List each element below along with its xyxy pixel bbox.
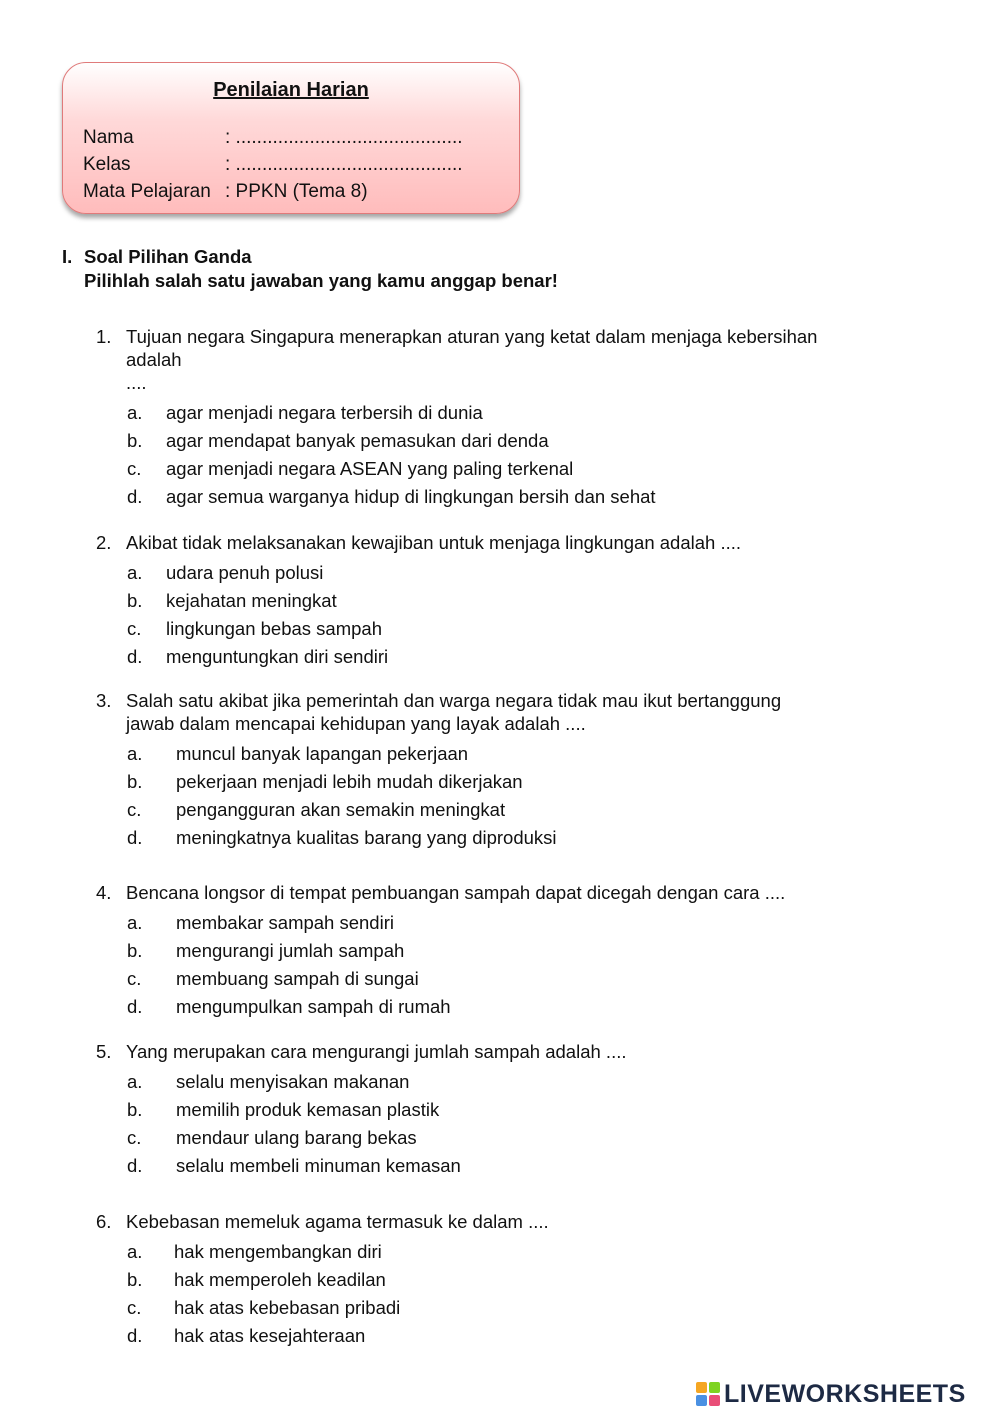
option-letter: a. xyxy=(127,402,143,423)
section-title: Soal Pilihan Ganda xyxy=(84,246,252,267)
options-list xyxy=(127,740,896,852)
option-c[interactable] xyxy=(127,796,896,824)
option-a[interactable] xyxy=(127,559,896,587)
option-text: selalu menyisakan makanan xyxy=(176,1071,410,1092)
options-list xyxy=(127,399,896,511)
option-b[interactable] xyxy=(127,1266,896,1294)
option-b[interactable] xyxy=(127,587,896,615)
option-d[interactable] xyxy=(127,1152,896,1180)
options-list xyxy=(127,1068,896,1180)
option-a[interactable] xyxy=(127,399,896,427)
header-box xyxy=(62,62,520,214)
option-text: agar semua warganya hidup di lingkungan bersih dan sehat xyxy=(166,486,656,507)
option-letter: b. xyxy=(127,430,143,451)
option-text: mengumpulkan sampah di rumah xyxy=(176,996,451,1017)
option-letter: d. xyxy=(127,486,143,507)
options-list xyxy=(127,559,896,671)
option-letter: a. xyxy=(127,743,143,764)
option-a[interactable] xyxy=(127,1068,896,1096)
option-text: pengangguran akan semakin meningkat xyxy=(176,799,506,820)
option-text: udara penuh polusi xyxy=(166,562,324,583)
option-text: hak mengembangkan diri xyxy=(174,1241,382,1262)
liveworksheets-logo-icon xyxy=(696,1382,720,1406)
name-label: Nama xyxy=(83,127,134,148)
class-field[interactable] xyxy=(83,154,463,176)
option-d[interactable] xyxy=(127,993,896,1021)
subject-label: Mata Pelajaran xyxy=(83,181,211,202)
worksheet-title: Penilaian Harian xyxy=(213,79,369,101)
option-text: agar menjadi negara ASEAN yang paling terkenal xyxy=(166,458,574,479)
question-text: Akibat tidak melaksanakan kewajiban untuk menjaga lingkungan adalah .... xyxy=(126,532,742,553)
option-c[interactable] xyxy=(127,455,896,483)
question-2 xyxy=(96,531,896,671)
option-text: kejahatan meningkat xyxy=(166,590,337,611)
question-number: 5. xyxy=(96,1041,112,1062)
question-text: Yang merupakan cara mengurangi jumlah sampah adalah .... xyxy=(126,1041,627,1062)
option-letter: c. xyxy=(127,1127,142,1148)
option-text: meningkatnya kualitas barang yang diproduksi xyxy=(176,827,557,848)
question-number: 4. xyxy=(96,882,112,903)
option-letter: c. xyxy=(127,799,142,820)
section-heading xyxy=(62,246,252,268)
option-text: agar menjadi negara terbersih di dunia xyxy=(166,402,483,423)
question-number: 3. xyxy=(96,690,112,711)
question-4 xyxy=(96,881,896,1021)
option-text: pekerjaan menjadi lebih mudah dikerjakan xyxy=(176,771,523,792)
question-number: 2. xyxy=(96,532,112,553)
option-a[interactable] xyxy=(127,909,896,937)
option-letter: a. xyxy=(127,1071,143,1092)
question-3 xyxy=(96,689,896,852)
option-b[interactable] xyxy=(127,768,896,796)
question-number: 1. xyxy=(96,326,112,347)
option-letter: b. xyxy=(127,940,143,961)
option-c[interactable] xyxy=(127,1294,896,1322)
option-letter: c. xyxy=(127,1297,142,1318)
class-value[interactable]: : ........................................... xyxy=(225,154,463,175)
liveworksheets-brand[interactable] xyxy=(696,1378,966,1410)
option-text: hak memperoleh keadilan xyxy=(174,1269,386,1290)
option-d[interactable] xyxy=(127,483,896,511)
option-text: mengurangi jumlah sampah xyxy=(176,940,405,961)
options-list xyxy=(127,909,896,1021)
option-text: membakar sampah sendiri xyxy=(176,912,394,933)
subject-value: : PPKN (Tema 8) xyxy=(225,181,368,202)
subject-field xyxy=(83,181,368,203)
option-b[interactable] xyxy=(127,937,896,965)
options-list xyxy=(127,1238,896,1350)
option-text: agar mendapat banyak pemasukan dari denda xyxy=(166,430,549,451)
option-letter: c. xyxy=(127,618,142,639)
option-letter: d. xyxy=(127,827,143,848)
brand-text: LIVEWORKSHEETS xyxy=(724,1379,966,1408)
option-letter: b. xyxy=(127,1099,143,1120)
option-text: memilih produk kemasan plastik xyxy=(176,1099,440,1120)
option-text: membuang sampah di sungai xyxy=(176,968,419,989)
option-a[interactable] xyxy=(127,1238,896,1266)
option-letter: c. xyxy=(127,968,142,989)
option-d[interactable] xyxy=(127,1322,896,1350)
option-c[interactable] xyxy=(127,1124,896,1152)
option-c[interactable] xyxy=(127,615,896,643)
option-b[interactable] xyxy=(127,427,896,455)
class-label: Kelas xyxy=(83,154,131,175)
option-letter: b. xyxy=(127,590,143,611)
option-letter: a. xyxy=(127,1241,143,1262)
option-text: lingkungan bebas sampah xyxy=(166,618,382,639)
name-field[interactable] xyxy=(83,127,463,149)
option-text: mendaur ulang barang bekas xyxy=(176,1127,417,1148)
option-b[interactable] xyxy=(127,1096,896,1124)
option-text: hak atas kesejahteraan xyxy=(174,1325,366,1346)
name-value[interactable]: : ........................................... xyxy=(225,127,463,148)
question-text: Kebebasan memeluk agama termasuk ke dalam .... xyxy=(126,1211,549,1232)
question-1 xyxy=(96,325,896,511)
option-letter: d. xyxy=(127,1325,143,1346)
question-text: Tujuan negara Singapura menerapkan aturan yang ketat dalam menjaga kebersihan adalah .... xyxy=(126,326,818,393)
option-text: muncul banyak lapangan pekerjaan xyxy=(176,743,469,764)
option-letter: d. xyxy=(127,996,143,1017)
option-letter: a. xyxy=(127,912,143,933)
section-instruction: Pilihlah salah satu jawaban yang kamu anggap benar! xyxy=(84,270,558,291)
option-letter: b. xyxy=(127,1269,143,1290)
question-text: Bencana longsor di tempat pembuangan sampah dapat dicegah dengan cara .... xyxy=(126,882,786,903)
question-6 xyxy=(96,1210,896,1350)
option-letter: d. xyxy=(127,646,143,667)
option-text: menguntungkan diri sendiri xyxy=(166,646,389,667)
option-d[interactable] xyxy=(127,824,896,852)
option-d[interactable] xyxy=(127,643,896,671)
option-letter: c. xyxy=(127,458,142,479)
option-text: hak atas kebebasan pribadi xyxy=(174,1297,401,1318)
section-number: I. xyxy=(62,246,73,267)
option-a[interactable] xyxy=(127,740,896,768)
option-c[interactable] xyxy=(127,965,896,993)
option-letter: b. xyxy=(127,771,143,792)
question-text: Salah satu akibat jika pemerintah dan warga negara tidak mau ikut bertanggung jawab dalam mencapai kehidupan yang layak adalah .... xyxy=(126,690,782,734)
question-5 xyxy=(96,1040,896,1180)
option-letter: d. xyxy=(127,1155,143,1176)
option-letter: a. xyxy=(127,562,143,583)
question-number: 6. xyxy=(96,1211,112,1232)
option-text: selalu membeli minuman kemasan xyxy=(176,1155,461,1176)
